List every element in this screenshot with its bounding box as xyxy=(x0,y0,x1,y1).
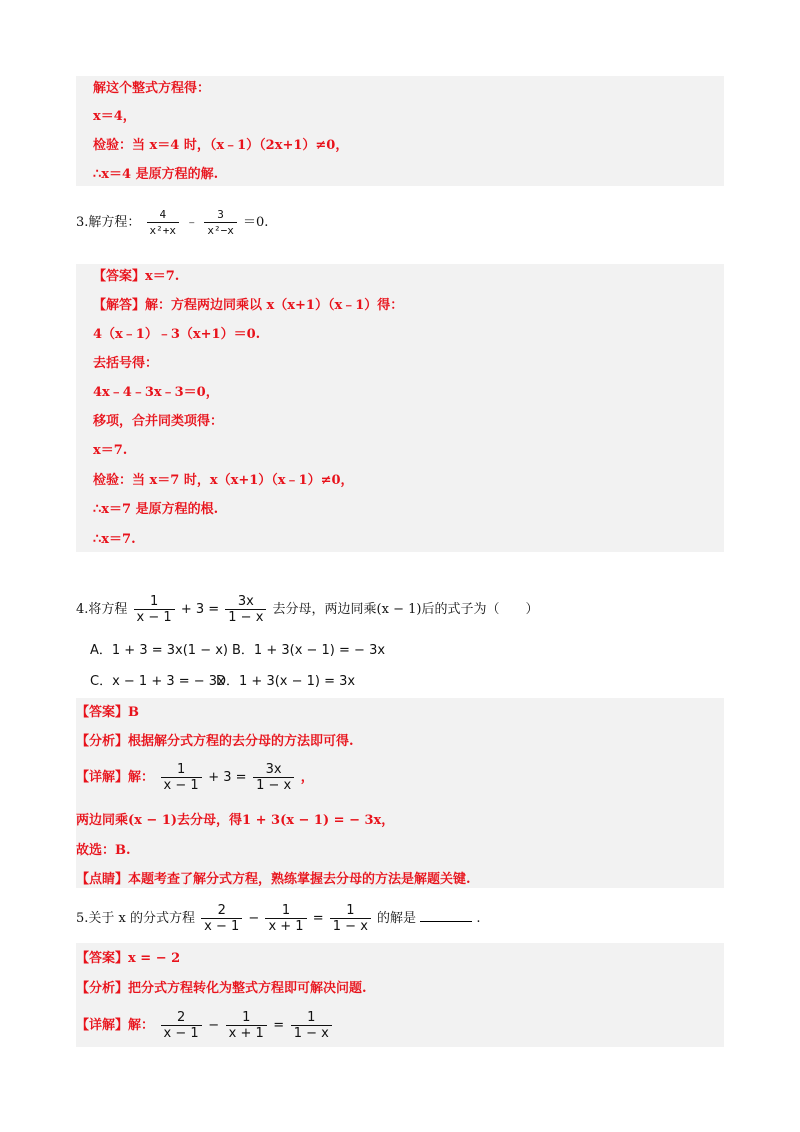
q4-option-a-text: A．1 + 3 = 3x(1 − x) xyxy=(90,643,228,658)
q4-f1-num: 1 xyxy=(149,594,159,609)
q4-d-f2-num: 3x xyxy=(265,762,282,777)
q5-fraction-1 xyxy=(201,903,242,934)
q3-prefix: 3.解方程： xyxy=(76,215,141,230)
q4-question xyxy=(76,592,538,628)
q5-analysis: 【分析】把分式方程转化为整式方程即可解决问题. xyxy=(76,981,367,996)
q3-step8: ∴x＝7. xyxy=(93,532,136,547)
q4-f2-num: 3x xyxy=(237,594,254,609)
q4-option-c-text: C．x − 1 + 3 = − 3x xyxy=(90,674,225,689)
q2-line3: 检验：当 x＝4 时，（x﹣1）（2x+1）≠0， xyxy=(93,138,349,153)
q4-f1-den: x − 1 xyxy=(134,609,175,625)
q5-d-f3-num: 1 xyxy=(307,1010,316,1025)
q3-f2-den: x²−x xyxy=(204,222,237,238)
q5-d-f2-num: 1 xyxy=(242,1010,251,1025)
q3-step3: 4x﹣4﹣3x﹣3＝0， xyxy=(93,385,219,400)
q5-detail-prefix: 【详解】解： xyxy=(76,1018,155,1033)
q4-option-c xyxy=(90,673,225,691)
q3-f2-num: 3 xyxy=(217,208,224,221)
q3-f1-num: 4 xyxy=(159,208,167,221)
q3-solution: 【解答】解：方程两边同乘以 x（x+1）（x﹣1）得： xyxy=(93,298,404,313)
q4-mid: + 3 = xyxy=(180,602,220,617)
q3-step7: ∴x＝7 是原方程的根. xyxy=(93,502,219,517)
q5-detail-m1: − xyxy=(208,1018,220,1033)
q4-prefix: 4.将方程 xyxy=(76,602,128,617)
q5-fraction-3 xyxy=(330,903,371,934)
q2-line2: x＝4， xyxy=(93,109,136,124)
q4-option-b-text: B．1 + 3(x − 1) = − 3x xyxy=(232,643,386,658)
q2-line4: ∴x＝4 是原方程的解. xyxy=(93,167,219,182)
q3-fraction-1 xyxy=(147,207,180,238)
q4-detail-prefix: 【详解】解： xyxy=(76,770,155,785)
q4-option-d xyxy=(216,673,355,691)
q3-suffix: ＝0. xyxy=(242,215,269,230)
q4-d-f2-den: 1 − x xyxy=(253,777,294,793)
q3-f1-den: x²+x xyxy=(147,222,180,238)
q4-option-d-text: D．1 + 3(x − 1) = 3x xyxy=(216,674,356,689)
q5-d-f2-den: x + 1 xyxy=(226,1025,267,1041)
q5-f1-den: x − 1 xyxy=(201,918,242,934)
q5-f2-num: 1 xyxy=(281,903,291,918)
q5-detail xyxy=(76,1008,334,1044)
q5-suffix: 的解是 xyxy=(377,911,417,926)
q5-answer: 【答案】x = − 2 xyxy=(76,951,181,966)
q5-m1: − xyxy=(248,911,260,926)
q5-detail-fraction-3 xyxy=(291,1010,332,1041)
q3-step1: 4（x﹣1）﹣3（x+1）＝0. xyxy=(93,327,261,342)
q4-d-f1-den: x − 1 xyxy=(161,777,202,793)
q5-suffix-end: . xyxy=(476,911,481,926)
q5-detail-fraction-2 xyxy=(226,1010,267,1041)
q4-f2-den: 1 − x xyxy=(225,609,266,625)
q3-step2: 去括号得： xyxy=(93,356,159,371)
q4-select: 故选：B. xyxy=(76,843,131,858)
q4-d-f1-num: 1 xyxy=(176,762,186,777)
q2-line1: 解这个整式方程得： xyxy=(93,81,211,96)
q3-fraction-2 xyxy=(204,207,237,238)
q4-suffix: 去分母，两边同乘(x − 1)后的式子为（ ） xyxy=(272,602,539,617)
q5-prefix: 5.关于 x 的分式方程 xyxy=(76,911,195,926)
q5-f3-den: 1 − x xyxy=(330,918,371,934)
q4-fraction-2 xyxy=(225,594,266,625)
q4-line2: 两边同乘(x − 1)去分母，得1 + 3(x − 1) = − 3x， xyxy=(76,813,395,828)
q5-answer-blank xyxy=(420,909,472,922)
q4-option-b xyxy=(232,642,385,660)
q4-option-a xyxy=(90,642,228,660)
q3-step5: x＝7. xyxy=(93,443,128,458)
q5-detail-m2: = xyxy=(273,1018,285,1033)
q3-question xyxy=(76,205,268,241)
q3-answer: 【答案】x＝7. xyxy=(93,269,180,284)
q5-f1-num: 2 xyxy=(217,903,226,918)
q4-comment: 【点睛】本题考查了解分式方程，熟练掌握去分母的方法是解题关键. xyxy=(76,872,471,887)
q4-detail-end: ， xyxy=(300,770,314,785)
q4-analysis: 【分析】根据解分式方程的去分母的方法即可得. xyxy=(76,734,354,749)
q5-f2-den: x + 1 xyxy=(265,918,306,934)
q3-minus: ﹣ xyxy=(185,215,199,230)
q4-detail-fraction-2 xyxy=(253,762,294,793)
q5-detail-fraction-1 xyxy=(161,1010,202,1041)
q5-d-f3-den: 1 − x xyxy=(291,1025,332,1041)
q4-detail xyxy=(76,760,314,796)
q4-answer: 【答案】B xyxy=(76,705,139,720)
q5-d-f1-num: 2 xyxy=(176,1010,186,1025)
q5-fraction-2 xyxy=(265,903,306,934)
q3-step4: 移项，合并同类项得： xyxy=(93,414,224,429)
q5-f3-num: 1 xyxy=(346,903,355,918)
q4-fraction-1 xyxy=(134,594,175,625)
q5-m2: = xyxy=(312,911,324,926)
q5-d-f1-den: x − 1 xyxy=(161,1025,202,1041)
q4-detail-mid: + 3 = xyxy=(208,770,247,785)
q3-step6: 检验：当 x＝7 时，x（x+1）（x﹣1）≠0， xyxy=(93,473,354,488)
q4-detail-fraction-1 xyxy=(161,762,202,793)
q5-question xyxy=(76,901,480,937)
